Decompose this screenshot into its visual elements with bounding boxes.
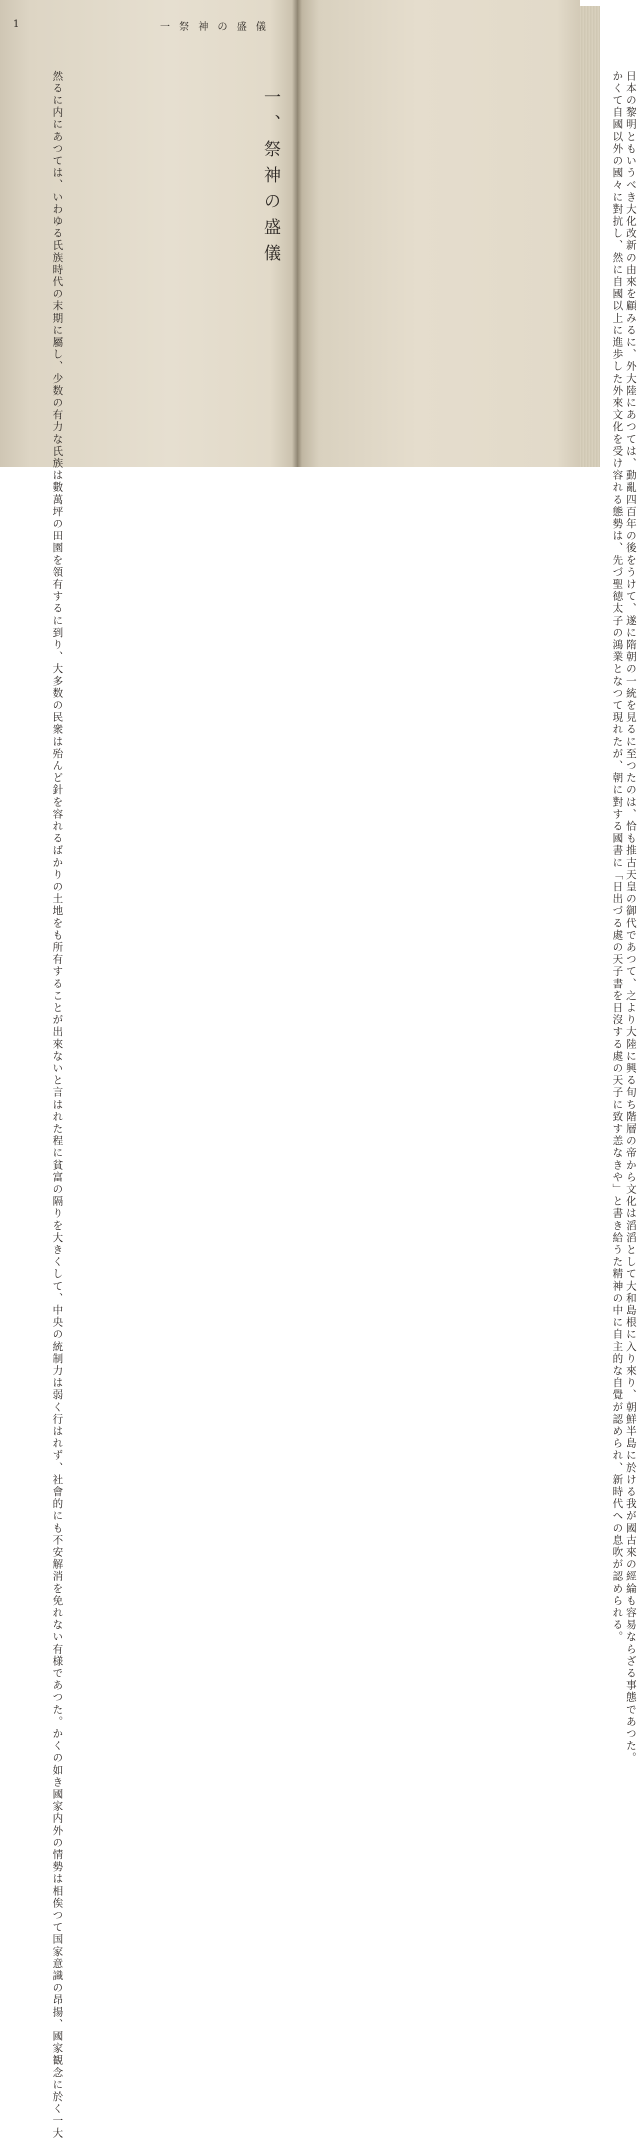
right-page [297,0,637,1765]
left-page [0,0,297,2139]
right-paragraph: かくて自國以外の國々に對抗し、然に自國以上に進歩した外來文化を受け容れる態勢は、先づ聖徳太子の鴻業となつて現れたが、朝に對する國書に「日出づる處の天子書を日沒する處の天子に致す恙なきや」と書き給うた精神の中に自主的な自覺が認められ、新時代への息吹が認められる。 [611,58,624,1644]
chapter-title: 一、祭神の盛儀 [260,88,280,270]
page-edges [580,6,600,467]
running-head: 一 祭 神 の 盛 儀 [160,22,269,33]
left-paragraph: 然るに内にあつては、いわゆる氏族時代の末期に屬し、少数の有力な氏族は數萬坪の田園を領有するに到り、大多数の民衆は殆んど針を容れるばかりの土地をも所有することが出來ないと言はれた程に貧富の隔りを大きくして、中央の統制力は弱く行はれず、社會的にも不安解消を免れない有様であつた。かくの如き國家内外の情勢は相俟つて国家意識の昂揚、國家観念に於く一大 [51,58,64,2139]
book-gutter [292,0,302,467]
page-number: 1 [13,19,20,30]
right-paragraph: 日本の黎明ともいうべき大化改新の由來を顧みるに、外大陸にあつては、動亂四百年の後をうけて、遂に隋朝の一統を見るに至つたのは、恰も推古天皇の御代であつて、之より大陸に興る旬ち階層の帝から文化は滔滔として大和島根に入り來り、朝鮮半島に於ける我が國古來の經綸も容易ならざる事態であつた。 [624,58,637,1765]
left-body-text [50,58,64,2139]
right-body-text [610,58,637,1765]
